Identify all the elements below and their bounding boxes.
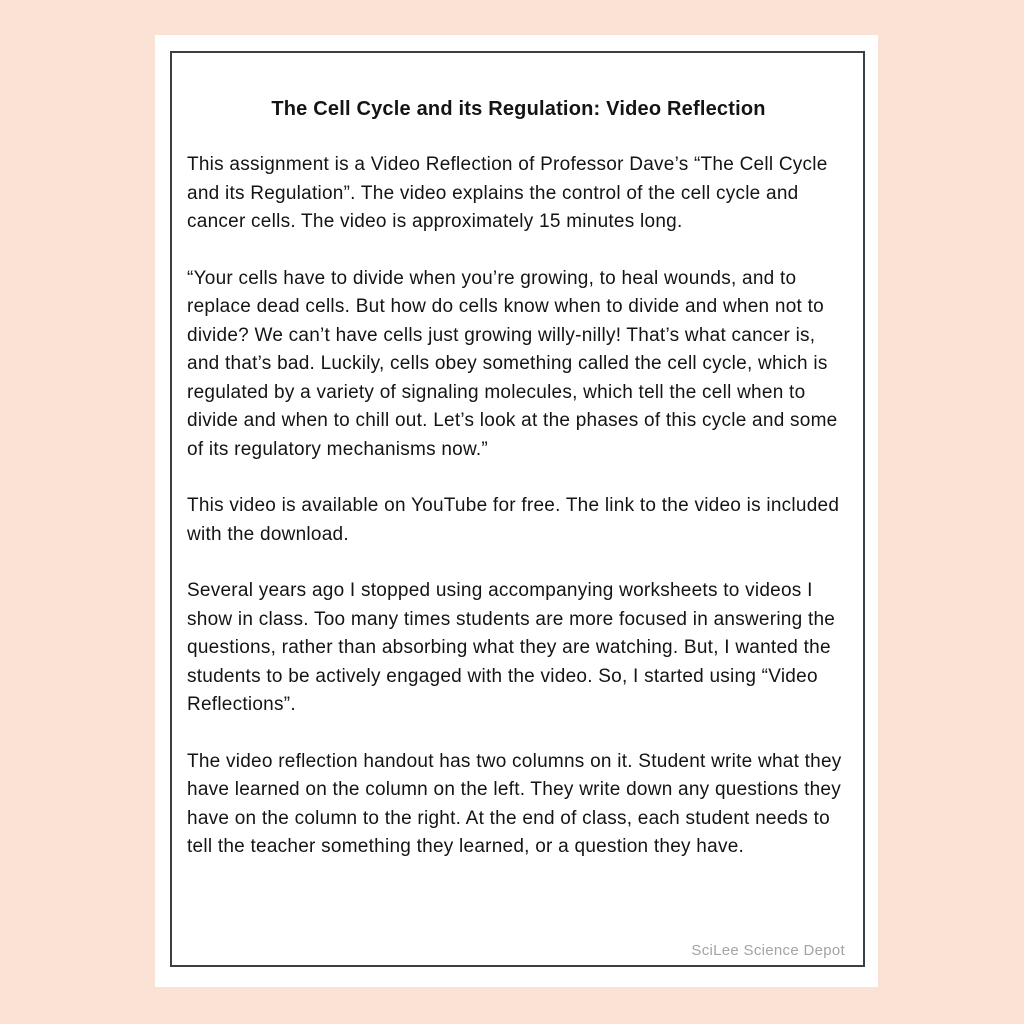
footer-credit: SciLee Science Depot — [691, 942, 845, 959]
paragraph-assignment-intro: This assignment is a Video Reflection of Professor Dave’s “The Cell Cycle and its Regulation”. The video explains the control of the cell cycle and cancer cells. The video is approximately 15 minutes long. — [187, 154, 828, 232]
paragraph-handout-description: The video reflection handout has two columns on it. Student write what they have learned on the column on the left. They write down any questions they have on the column to the right. At the end of class, each student needs to tell the teacher something they learned, or a question they have. — [187, 750, 842, 857]
document-page — [155, 35, 878, 987]
document-border — [170, 51, 865, 967]
paragraph-video-quote: “Your cells have to divide when you’re growing, to heal wounds, and to replace dead cells. But how do cells know when to divide and when not to divide? We can’t have cells just growing willy-nilly! That’s what cancer is, and that’s bad. Luckily, cells obey something called the cell cycle, which is regulated by a variety of signaling molecules, which tell the cell when to divide and when to chill out. Let’s look at the phases of this cycle and some of its regulatory mechanisms now.” — [187, 267, 838, 460]
paragraph-worksheets-history: Several years ago I stopped using accompanying worksheets to videos I show in class. Too many times students are more focused in answering the questions, rather than absorbing what they are watching. But, I wanted the students to be actively engaged with the video. So, I started using “Video Reflections”. — [187, 580, 836, 715]
paragraph-youtube-availability: This video is available on YouTube for free. The link to the video is included with the download. — [187, 495, 840, 545]
document-title: The Cell Cycle and its Regulation: Video Reflection — [271, 98, 766, 120]
document-content — [187, 98, 850, 890]
